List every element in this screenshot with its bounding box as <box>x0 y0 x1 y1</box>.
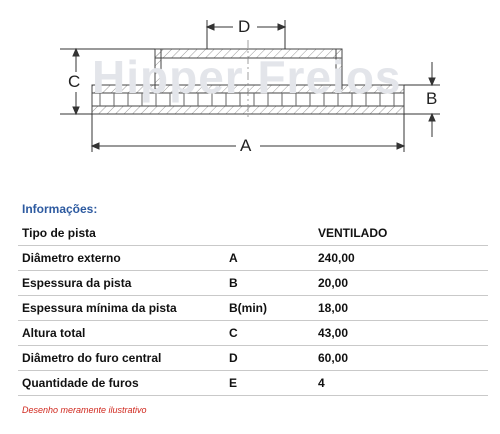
info-heading: Informações: <box>22 202 98 216</box>
spec-row <box>18 221 488 246</box>
spec-name: Quantidade de furos <box>22 376 139 390</box>
dimension-label-b: B <box>426 89 438 108</box>
spec-value: 60,00 <box>318 351 349 365</box>
spec-value: 20,00 <box>318 276 349 290</box>
spec-row <box>18 296 488 321</box>
spec-code: E <box>229 376 238 390</box>
spec-row <box>18 246 488 271</box>
spec-row <box>18 371 488 396</box>
illustrative-disclaimer: Desenho meramente ilustrativo <box>22 405 147 415</box>
spec-value: 43,00 <box>318 326 349 340</box>
brake-disc-drawing <box>0 0 500 175</box>
spec-value: 18,00 <box>318 301 349 315</box>
spec-row <box>18 321 488 346</box>
spec-code: C <box>229 326 238 340</box>
spec-row <box>18 271 488 296</box>
spec-code: D <box>229 351 238 365</box>
spec-value: 240,00 <box>318 251 355 265</box>
dimension-label-d: D <box>238 17 251 36</box>
spec-name: Espessura mínima da pista <box>22 301 177 315</box>
spec-value: VENTILADO <box>318 226 388 240</box>
vent-vanes <box>100 93 394 106</box>
spec-row <box>18 346 488 371</box>
spec-table <box>18 221 488 396</box>
dimension-label-a: A <box>240 136 252 155</box>
hub-top-section <box>155 49 342 58</box>
spec-code: B <box>229 276 238 290</box>
spec-code: B(min) <box>229 301 267 315</box>
spec-value: 4 <box>318 376 325 390</box>
dimension-label-c: C <box>68 72 81 91</box>
spec-name: Tipo de pista <box>22 226 96 240</box>
hub-left-wall <box>155 49 161 89</box>
spec-name: Espessura da pista <box>22 276 132 290</box>
spec-code: A <box>229 251 238 265</box>
spec-name: Diâmetro do furo central <box>22 351 162 365</box>
hub-right-wall <box>336 49 342 89</box>
brand-watermark: Hipper Freios <box>92 51 402 103</box>
spec-name: Diâmetro externo <box>22 251 121 265</box>
spec-name: Altura total <box>22 326 86 340</box>
